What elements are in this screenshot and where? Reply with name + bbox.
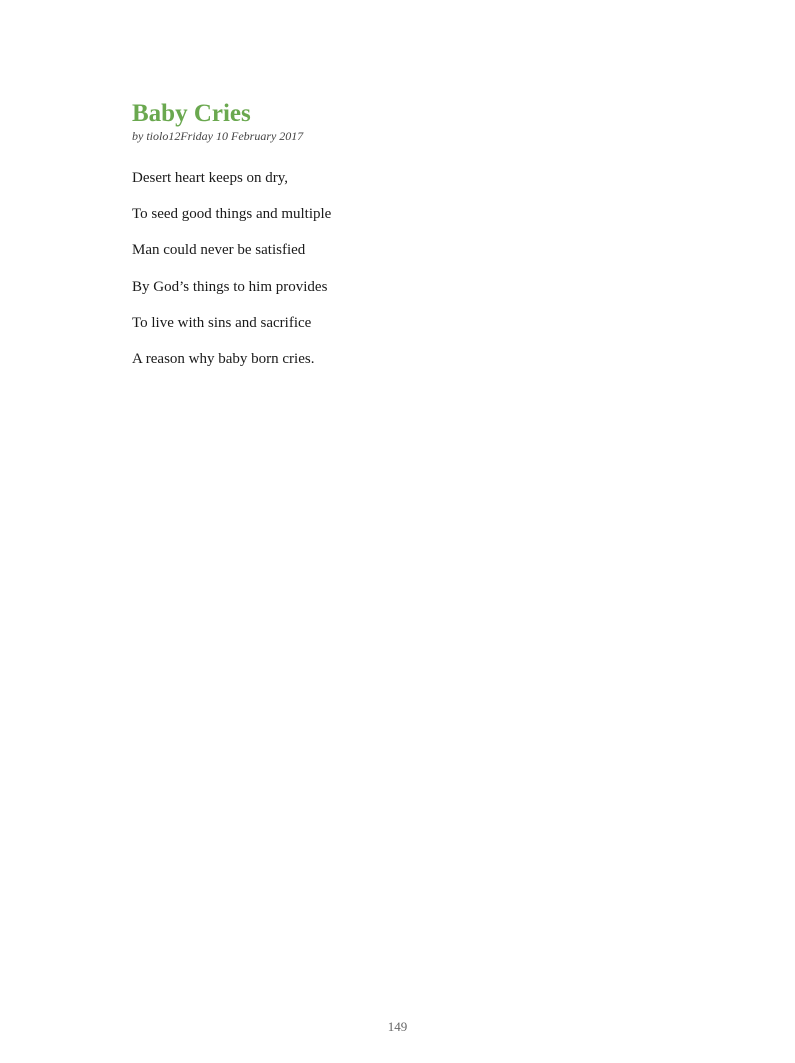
poem-line: To seed good things and multiple: [132, 206, 332, 223]
poem-line: A reason why baby born cries.: [132, 350, 315, 367]
poem-line: To live with sins and sacrifice: [132, 314, 312, 331]
poem-byline: by tiolo12Friday 10 February 2017: [132, 129, 304, 143]
poem-line: Man could never be satisfied: [132, 242, 306, 259]
poem-title: Baby Cries: [132, 100, 251, 127]
poem-line: By God’s things to him provides: [132, 278, 328, 295]
page-number: 149: [387, 1019, 408, 1034]
poem-line: Desert heart keeps on dry,: [132, 170, 289, 186]
poem-body: [132, 168, 331, 385]
